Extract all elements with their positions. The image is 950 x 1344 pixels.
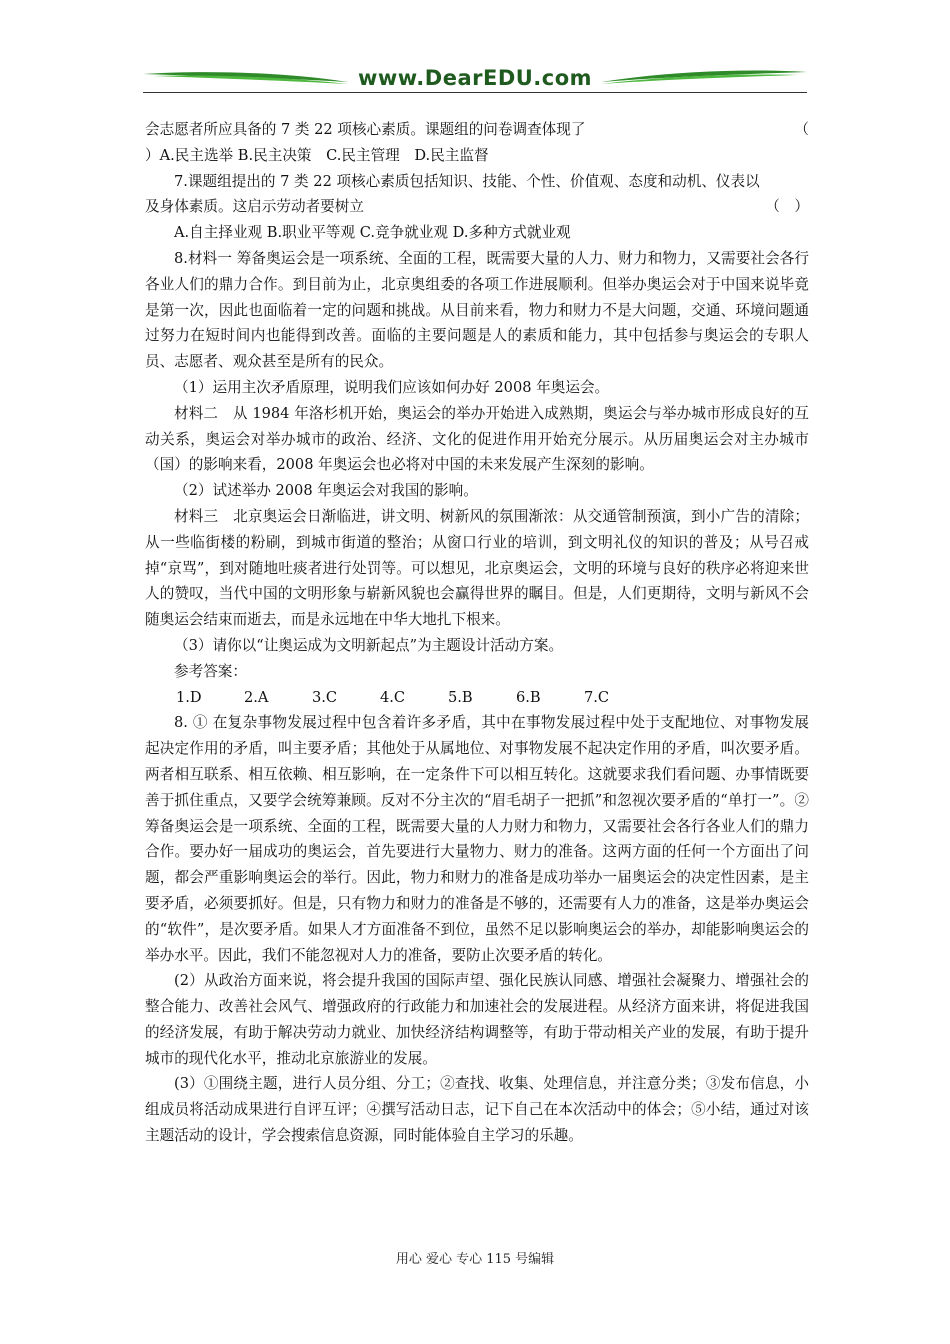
- answer-8-part-3: (3）①围绕主题，进行人员分组、分工；②查找、收集、处理信息，并注意分类；③发布信息，小组成员将活动成果进行自评互评；④撰写活动日志，记下自己在本次活动中的体会；⑤小结，通过对该主题活动的设计，学会搜索信息资源，同时能体验自主学习的乐趣。: [145, 1075, 809, 1145]
- q6-line: [145, 117, 809, 143]
- answer-heading: 参考答案：: [174, 662, 247, 680]
- q8-subquestion-3: （3）请你以“让奥运成为文明新起点”为主题设计活动方案。: [174, 636, 564, 654]
- answer-8-part-1: 8. ① 在复杂事物发展过程中包含着许多矛盾，其中在事物发展过程中处于支配地位、对事物发展起决定作用的矛盾，叫主要矛盾；其他处于从属地位、对事物发展不起决定作用的矛盾，叫次要矛盾。两者相互联系、相互依赖、相互影响，在一定条件下可以相互转化。这就要求我们看问题、办事情既要善于抓住重点，又要学会统筹兼顾。反对不分主次的“眉毛胡子一把抓”和忽视次要矛盾的“单打一”。②筹备奥运会是一项系统、全面的工程，既需要大量的人力财力和物力，又需要社会各行各业人们的鼎力合作。要办好一届成功的奥运会，首先要进行大量物力、财力的准备。这两方面的任何一个方面出了问题，都会严重影响奥运会的举行。因此，物力和财力的准备是成功举办一届奥运会的决定性因素，是主要矛盾，必须要抓好。但是，只有物力和财力的准备是不够的，还需要有人力的准备，这是举办奥运会的“软件”，是次要矛盾。如果人才方面准备不到位，虽然不足以影响奥运会的举办，却能影响奥运会的举办水平。因此，我们不能忽视对人力的准备，要防止次要矛盾的转化。: [145, 714, 809, 964]
- q6-text: 会志愿者所应具备的 7 类 22 项核心素质。课题组的问卷调查体现了: [145, 121, 586, 138]
- answer-item: 3.C: [312, 688, 338, 706]
- q8-subquestion-2: （2）试述举办 2008 年奥运会对我国的影响。: [174, 482, 478, 500]
- document-body: [145, 117, 809, 1149]
- answer-item: 5.B: [448, 688, 473, 706]
- site-logo-text: www.DearEDU.com: [357, 66, 593, 90]
- answer-item: 1.D: [176, 688, 202, 706]
- q8-material-3: 材料三 北京奥运会日渐临进，讲文明、树新风的氛围渐浓：从交通管制预演，到小广告的清除；从一些临街楼的粉刷，到城市街道的整治；从窗口行业的培训，到文明礼仪的知识的普及；从号召戒掉“京骂”，到对随地吐痰者进行处罚等。可以想见，北京奥运会，文明的环境与良好的秩序必将迎来世人的赞叹，当代中国的文明形象与崭新风貌也会赢得世界的瞩目。但是，人们更期待，文明与新风不会随奥运会结束而逝去，而是永远地在中华大地扎下根来。: [145, 507, 809, 629]
- answer-list: [145, 685, 809, 711]
- answer-item: 6.B: [516, 688, 541, 706]
- q7-paren: （ ）: [765, 198, 809, 216]
- q8-subquestion-1: （1）运用主次矛盾原理，说明我们应该如何办好 2008 年奥运会。: [174, 378, 610, 396]
- answer-item: 4.C: [380, 688, 406, 706]
- page-footer: 用心 爱心 专心 115 号编辑: [395, 1252, 555, 1267]
- q8-material-2: 材料二 从 1984 年洛杉机开始，奥运会的举办开始进入成熟期，奥运会与举办城市形成良好的互动关系，奥运会对举办城市的政治、经济、文化的促进作用开始充分展示。从历届奥运会对主办城市（国）的影响来看，2008 年奥运会也必将对中国的未来发展产生深刻的影响。: [145, 404, 809, 474]
- answer-item: 7.C: [584, 688, 610, 706]
- q8-material-1: 8.材料一 筹备奥运会是一项系统、全面的工程，既需要大量的人力、财力和物力，又需要社会各行各业人们的鼎力合作。到目前为止，北京奥组委的各项工作进展顺利。但举办奥运会对于中国来说毕竟是第一次，因此也面临着一定的问题和挑战。从目前来看，物力和财力不是大问题，交通、环境问题通过努力在短时间内也能得到改善。面临的主要问题是人的素质和能力，其中包括参与奥运会的专职人员、志愿者、观众甚至是所有的民众。: [145, 249, 809, 371]
- q7-stem-end: 及身体素质。这启示劳动者要树立: [145, 198, 364, 216]
- answer-item: 2.A: [244, 688, 269, 706]
- page-header: [143, 62, 807, 96]
- q7-stem: 7.课题组提出的 7 类 22 项核心素质包括知识、技能、个性、价值观、态度和动机、仪表以: [174, 172, 760, 190]
- header-divider: [143, 92, 807, 93]
- q6-options: ）A.民主选举 B.民主决策 C.民主管理 D.民主监督: [145, 146, 489, 164]
- q6-paren: （: [794, 121, 809, 138]
- q7-line2: [145, 194, 809, 220]
- answer-8-part-2: (2）从政治方面来说，将会提升我国的国际声望、强化民族认同感、增强社会凝聚力、增强社会的整合能力、改善社会风气、增强政府的行政能力和加速社会的发展进程。从经济方面来讲，将促进我国的经济发展，有助于解决劳动力就业、加快经济结构调整等，有助于带动相关产业的发展，有助于提升城市的现代化水平，推动北京旅游业的发展。: [145, 972, 809, 1067]
- q7-options: A.自主择业观 B.职业平等观 C.竞争就业观 D.多种方式就业观: [174, 224, 571, 242]
